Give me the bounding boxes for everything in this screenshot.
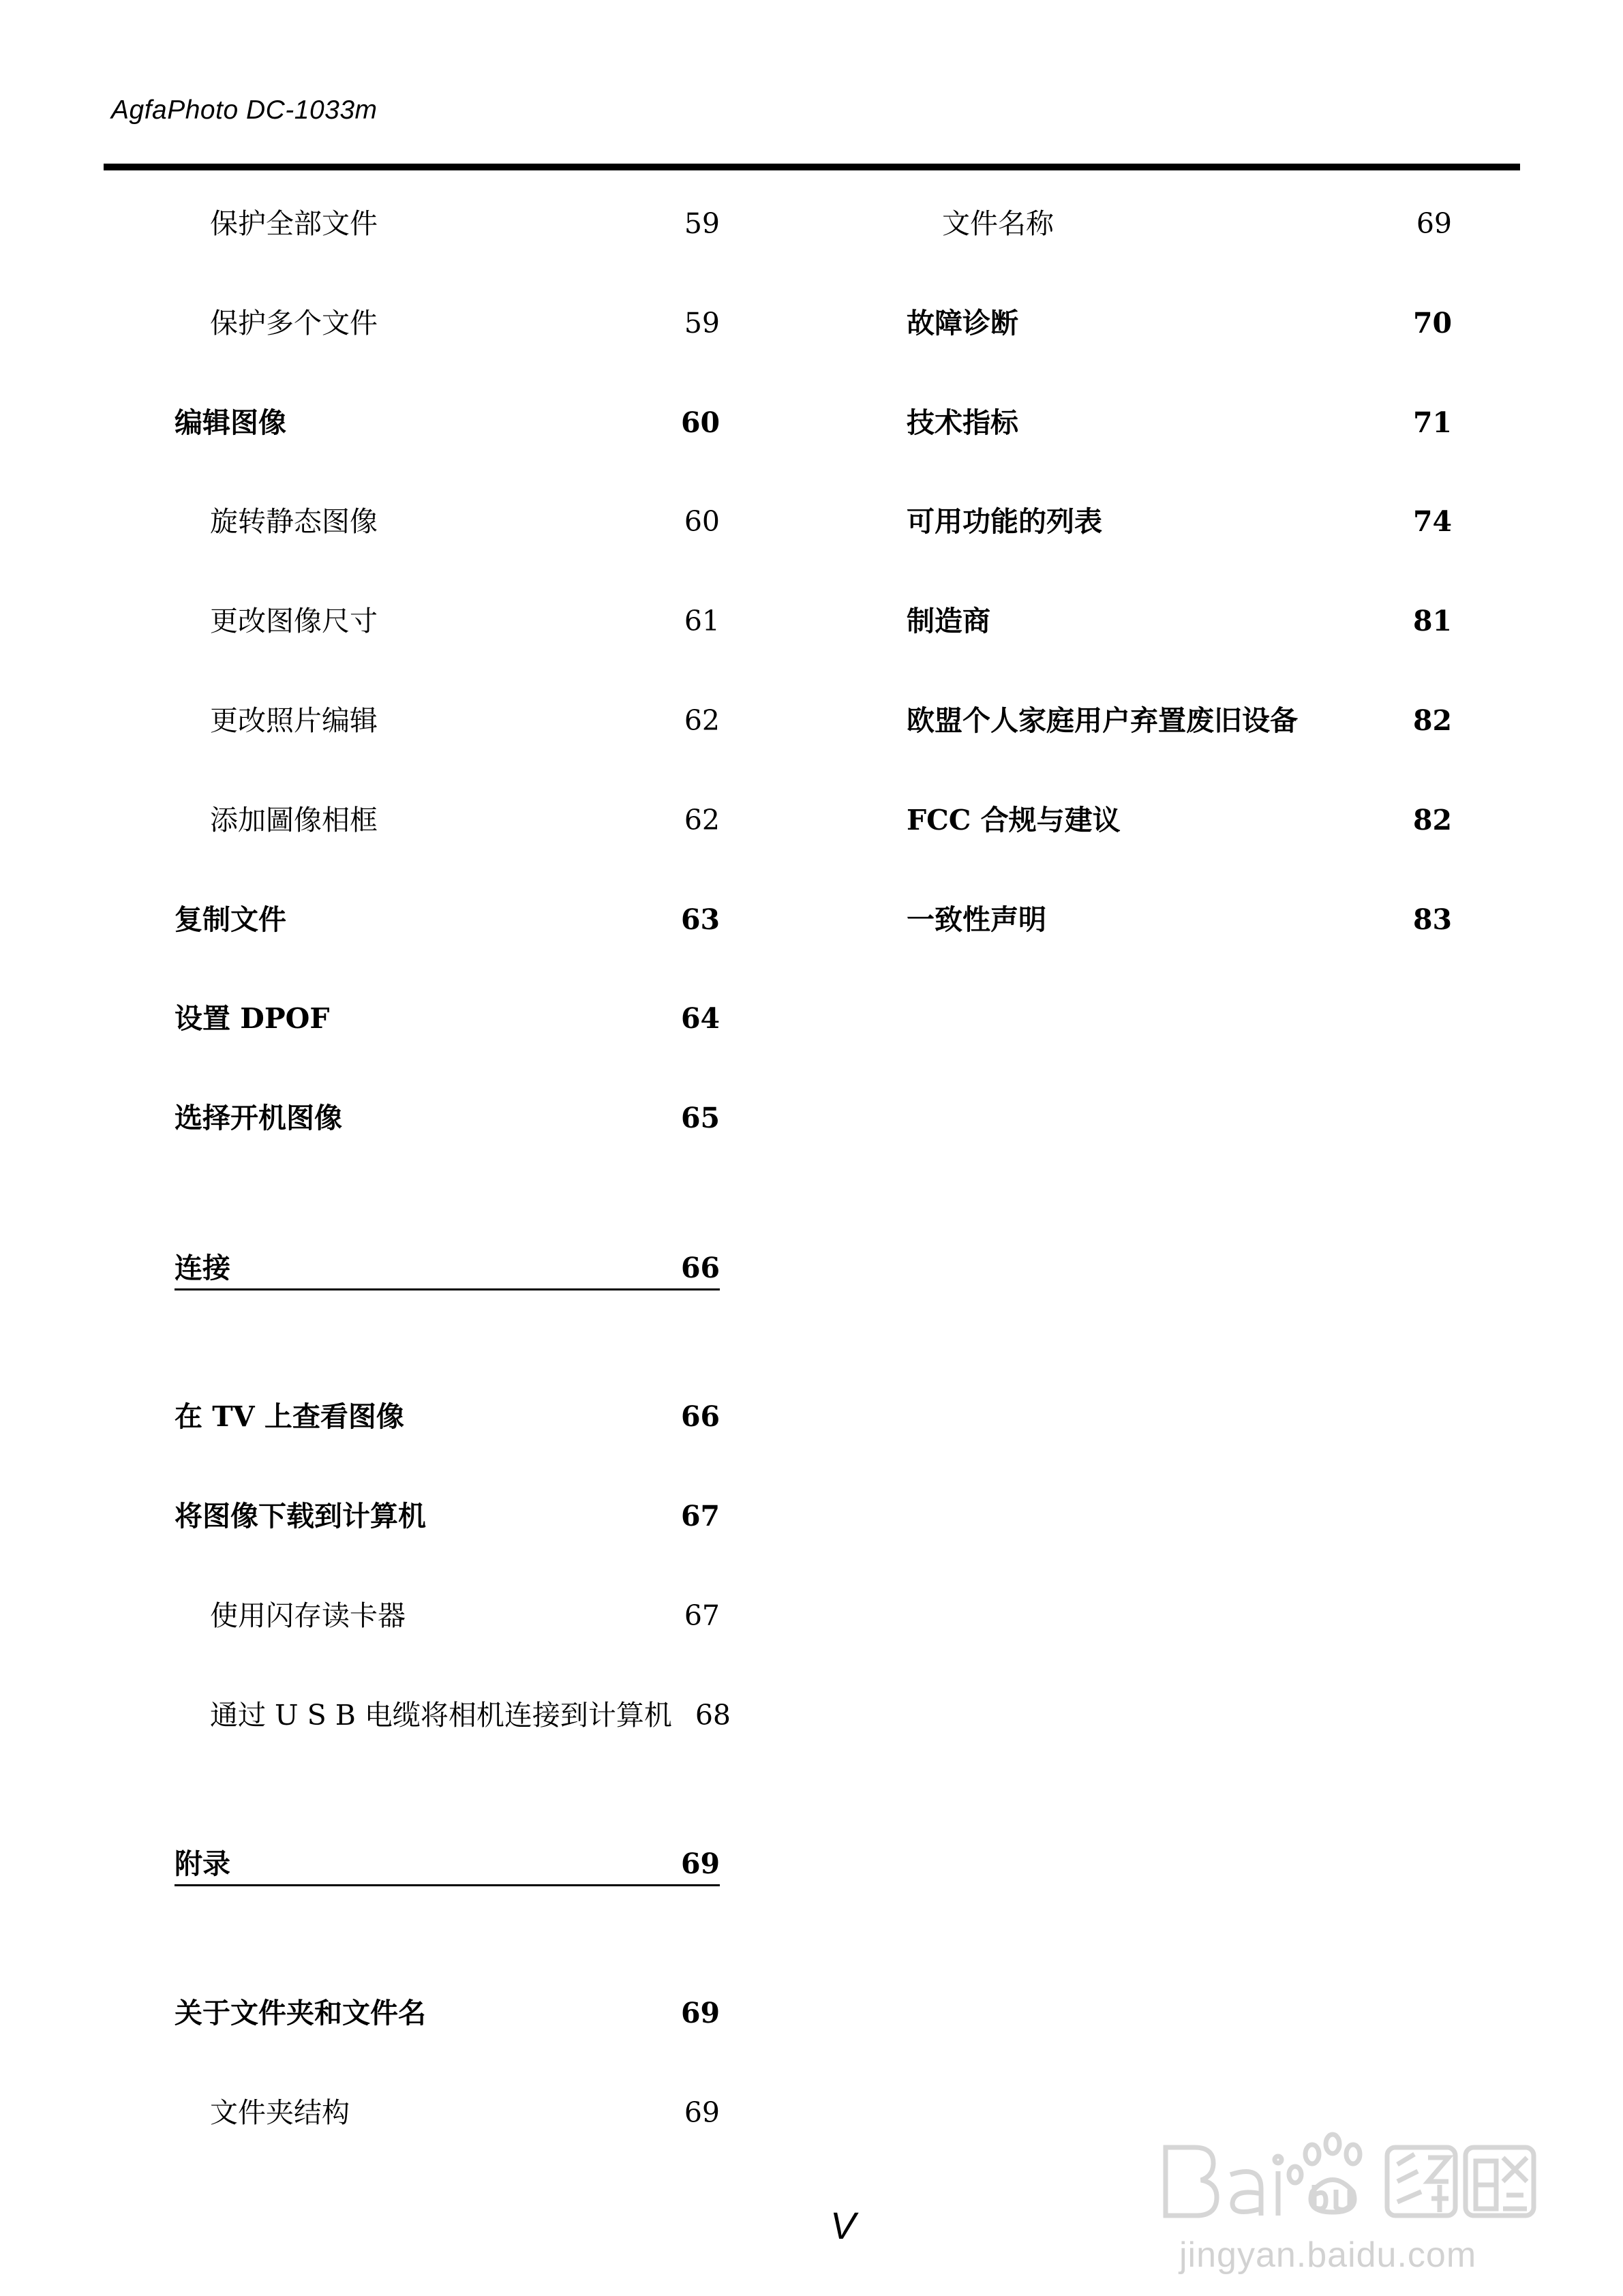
- toc-entry[interactable]: [175, 303, 720, 344]
- toc-entry-page: 66: [680, 1252, 720, 1284]
- toc-entry[interactable]: [907, 601, 1452, 641]
- toc-entry[interactable]: [175, 1396, 720, 1437]
- toc-entry[interactable]: [175, 899, 720, 940]
- toc-entry-title: 关于文件夹和文件名: [175, 1997, 426, 2029]
- toc-entry-page: 66: [680, 1400, 720, 1433]
- baidu-paw-logo-icon: [1159, 2072, 1568, 2284]
- toc-chapter-entry[interactable]: [175, 1843, 720, 1886]
- page-number: V: [830, 2204, 856, 2247]
- svg-text:jingyan.baidu.com: jingyan.baidu.com: [1179, 2235, 1477, 2275]
- toc-entry-page: 69: [680, 1997, 720, 2029]
- toc-entry[interactable]: [175, 203, 720, 244]
- toc-entry[interactable]: [175, 1695, 731, 1736]
- toc-entry[interactable]: [175, 601, 720, 641]
- toc-entry-page: 64: [680, 1002, 720, 1035]
- toc-entry-page: 59: [684, 307, 720, 339]
- toc-entry-page: 59: [684, 207, 720, 240]
- toc-entry-title: FCC 合规与建议: [907, 804, 1121, 836]
- toc-entry[interactable]: [907, 203, 1452, 244]
- toc-entry-page: 82: [1412, 704, 1452, 737]
- toc-entry-title: 文件夹结构: [210, 2096, 350, 2129]
- toc-entry-title: 更改照片编辑: [210, 704, 378, 737]
- toc-entry[interactable]: [175, 2092, 720, 2133]
- toc-entry-page: 70: [1412, 307, 1452, 339]
- toc-entry[interactable]: [175, 1993, 720, 2034]
- toc-entry-title: 复制文件: [175, 903, 286, 936]
- toc-entry-page: 61: [684, 605, 720, 637]
- toc-entry-title: 通过 U S B 电缆将相机连接到计算机: [210, 1699, 672, 1732]
- toc-entry-page: 65: [680, 1102, 720, 1134]
- toc-entry-title: 添加圖像相框: [210, 804, 378, 836]
- toc-entry-title: 欧盟个人家庭用户弃置废旧设备: [907, 704, 1298, 737]
- toc-entry[interactable]: [175, 1496, 720, 1537]
- toc-entry[interactable]: [175, 1098, 720, 1138]
- toc-entry[interactable]: [907, 700, 1452, 741]
- toc-entry-title: 设置 DPOF: [175, 1002, 330, 1035]
- toc-entry-page: 62: [684, 704, 720, 737]
- toc-entry-title: 在 TV 上查看图像: [175, 1400, 404, 1433]
- toc-entry-title: 保护全部文件: [210, 207, 378, 240]
- toc-entry-page: 69: [680, 1847, 720, 1880]
- toc-entry-title: 故障诊断: [907, 307, 1018, 339]
- toc-entry-title: 文件名称: [942, 207, 1054, 240]
- toc-entry-title: 技术指标: [907, 406, 1018, 439]
- toc-entry-title: 选择开机图像: [175, 1102, 342, 1134]
- toc-entry-title: 编辑图像: [175, 406, 286, 439]
- toc-entry-page: 83: [1412, 903, 1452, 936]
- toc-entry-page: 81: [1412, 605, 1452, 637]
- toc-entry[interactable]: [907, 303, 1452, 344]
- toc-entry[interactable]: [907, 501, 1452, 542]
- toc-entry[interactable]: [175, 402, 720, 443]
- toc-entry-page: 60: [680, 406, 720, 439]
- toc-entry[interactable]: [175, 700, 720, 741]
- toc-chapter-entry[interactable]: [175, 1248, 720, 1290]
- toc-entry-page: 71: [1412, 406, 1452, 439]
- toc-entry-page: 69: [684, 2096, 720, 2129]
- toc-entry[interactable]: [175, 800, 720, 841]
- toc-entry-title: 将图像下载到计算机: [175, 1500, 426, 1532]
- document-header-title: AgfaPhoto DC-1033m: [111, 95, 378, 125]
- toc-entry-title: 更改图像尺寸: [210, 605, 378, 637]
- toc-entry-title: 可用功能的列表: [907, 505, 1102, 538]
- toc-entry[interactable]: [175, 998, 720, 1039]
- toc-entry-page: 67: [680, 1500, 720, 1532]
- toc-entry[interactable]: [907, 899, 1452, 940]
- toc-entry-page: 74: [1412, 505, 1452, 538]
- toc-entry-title: 附录: [175, 1847, 230, 1880]
- toc-entry-title: 一致性声明: [907, 903, 1046, 936]
- toc-entry-title: 制造商: [907, 605, 990, 637]
- toc-entry-page: 62: [684, 804, 720, 836]
- toc-entry[interactable]: [175, 501, 720, 542]
- toc-entry-title: 旋转静态图像: [210, 505, 378, 538]
- toc-entry-page: 60: [684, 505, 720, 538]
- toc-entry-page: 69: [1416, 207, 1452, 240]
- toc-entry-page: 68: [695, 1699, 731, 1732]
- baidu-jingyan-watermark-logo: [1159, 2072, 1568, 2284]
- toc-entry[interactable]: [907, 800, 1452, 841]
- toc-entry-title: 保护多个文件: [210, 307, 378, 339]
- toc-entry[interactable]: [175, 1595, 720, 1636]
- toc-entry-page: 67: [684, 1599, 720, 1632]
- toc-entry-page: 82: [1412, 804, 1452, 836]
- header-divider: [104, 164, 1520, 170]
- toc-entry-title: 连接: [175, 1252, 230, 1284]
- toc-entry-title: 使用闪存读卡器: [210, 1599, 406, 1632]
- toc-entry[interactable]: [907, 402, 1452, 443]
- toc-entry-page: 63: [680, 903, 720, 936]
